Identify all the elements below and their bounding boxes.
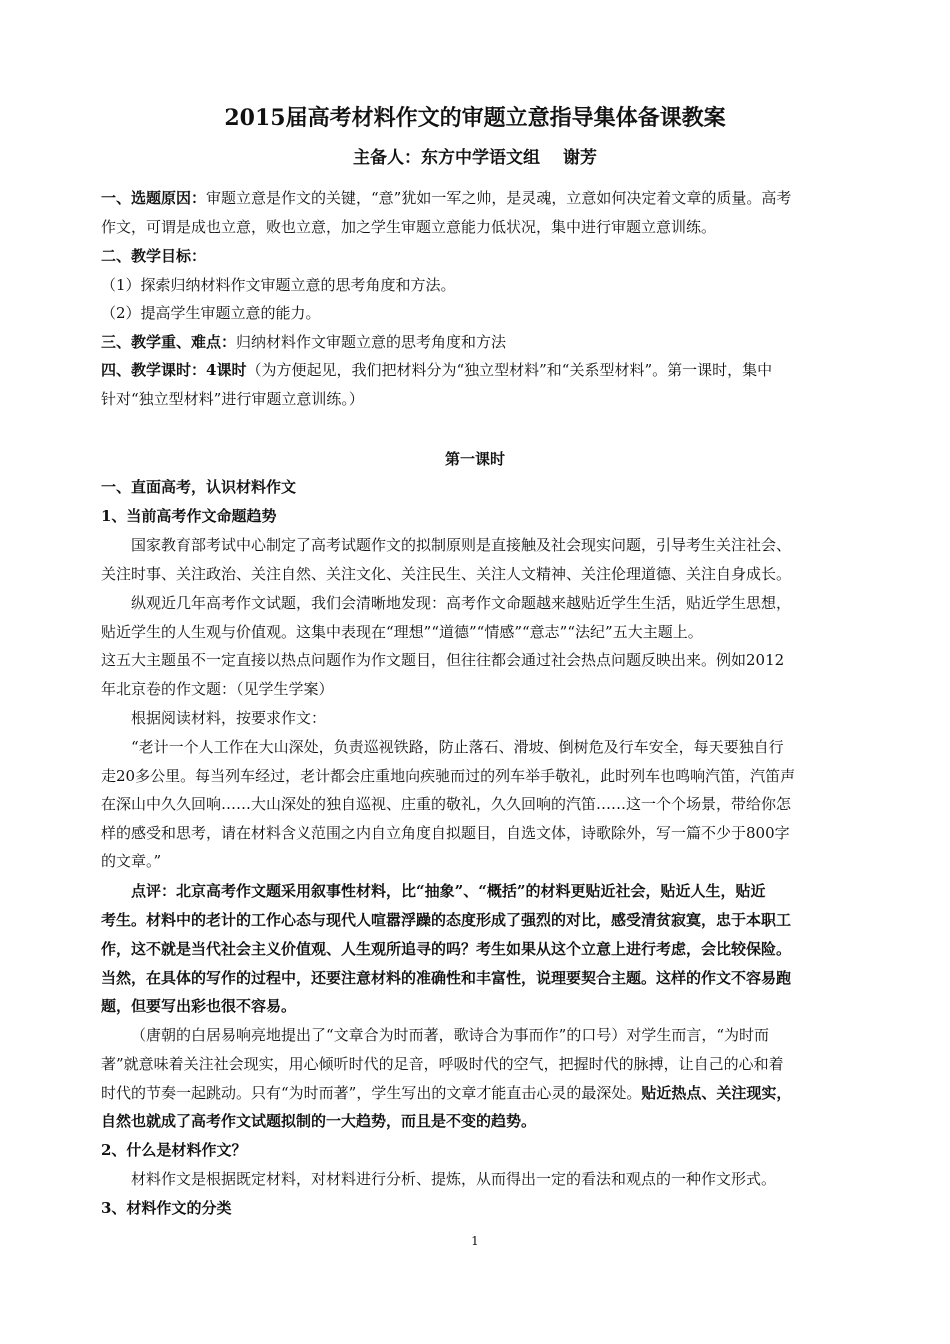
paragraph-3: 根据阅读材料，按要求作文： [131,709,327,727]
paragraph-2-line-3: 这五大主题虽不一定直接以热点问题作为作文题目，但往往都会通过社会热点问题反映出来。例如2012 [101,651,785,669]
subsection-2-heading: 2、什么是材料作文？ [101,1141,247,1159]
objective-item-1: （1）探索归纳材料作文审题立意的思考角度和方法。 [101,276,456,294]
comment-line-4: 当然，在具体的写作的过程中，还要注意材料的准确性和丰富性，说理要契合主题。这样的作文不容易跑 [101,969,792,987]
trend-line-2: 著”就意味着关注社会现实，用心倾听时代的足音，呼吸时代的空气，把握时代的脉搏，让自己的心和着 [101,1055,784,1073]
quote-line-4: 样的感受和思考，请在材料含义范围之内自立角度自拟题目，自选文体，诗歌除外，写一篇不少于800字 [101,824,790,842]
section-4-text: （为方便起见，我们把材料分为“独立型材料”和“关系型材料”。第一课时，集中 [246,361,773,379]
trend-line-3-bold: 贴近热点、关注现实， [641,1084,792,1102]
trend-line-3 [101,1082,859,1104]
subsection-1-heading: 1、当前高考作文命题趋势 [101,507,277,525]
page-number: 1 [471,1234,479,1248]
quote-line-5: 的文章。” [101,852,162,870]
part-1-heading: 一、直面高考，认识材料作文 [101,478,297,496]
paragraph-2-line-1: 纵观近几年高考作文试题，我们会清晰地发现：高考作文命题越来越贴近学生生活，贴近学生思想， [131,594,792,612]
section-4-line-2: 针对“独立型材料”进行审题立意训练。） [101,390,364,408]
paragraph-4: 材料作文是根据既定材料，对材料进行分析、提炼，从而得出一定的看法和观点的一种作文形式。 [131,1170,777,1188]
trend-line-3-text: 时代的节奏一起跳动。只有“为时而著”，学生写出的文章才能直击心灵的最深处。 [101,1084,642,1102]
comment-line-5: 题，但要写出彩也很不容易。 [101,997,297,1015]
paragraph-2-line-4: 年北京卷的作文题：（见学生学案） [101,680,334,698]
paragraph-1-line-2: 关注时事、关注政治、关注自然、关注文化、关注民生、关注人文精神、关注伦理道德、关注自身成长。 [101,565,792,583]
paragraph-2-line-2: 贴近学生的人生观与价值观。这集中表现在“理想”“道德”“情感”“意志”“法纪”五大主题上。 [101,623,703,641]
quote-line-2: 走20多公里。每当列车经过，老计都会庄重地向疾驰而过的列车举手敬礼，此时列车也鸣响汽笛，汽笛声 [101,767,796,785]
document-title: 2015届高考材料作文的审题立意指导集体备课教案 [224,105,726,131]
comment-line-3: 作，这不就是当代社会主义价值观、人生观所追寻的吗？考生如果从这个立意上进行考虑，会比较保险。 [101,940,792,958]
trend-line-1: （唐朝的白居易响亮地提出了“文章合为时而著，歌诗合为事而作”的口号）对学生而言，“为时而 [131,1026,770,1044]
comment-line-1: 点评：北京高考作文题采用叙事性材料，比“抽象”、“概括”的材料更贴近社会，贴近人生，贴近 [131,882,766,900]
subsection-3-heading: 3、材料作文的分类 [101,1199,232,1217]
section-1-label: 一、选题原因： [101,189,207,207]
trend-line-4: 自然也就成了高考作文试题拟制的一大趋势，而且是不变的趋势。 [101,1112,537,1130]
section-3-label: 三、教学重、难点： [101,333,237,351]
quote-line-3: 在深山中久久回响……大山深处的独自巡视、庄重的敬礼，久久回响的汽笛……这一个个场景，带给你怎 [101,795,792,813]
section-2-label: 二、教学目标： [101,247,207,265]
section-1-line-1 [101,187,859,209]
section-4-line-1 [101,359,859,381]
section-1-text: 审题立意是作文的关键，“意”犹如一军之帅，是灵魂，立意如何决定着文章的质量。高考 [206,189,792,207]
lesson-title: 第一课时 [444,450,505,468]
section-3-line [101,331,859,353]
objective-item-2: （2）提高学生审题立意的能力。 [101,304,321,322]
comment-line-2: 考生。材料中的老计的工作心态与现代人喧嚣浮躁的态度形成了强烈的对比，感受清贫寂寞，忠于本职工 [101,911,792,929]
author-line: 主备人：东方中学语文组 谢芳 [353,148,597,168]
section-1-line-2: 作文，可谓是成也立意，败也立意，加之学生审题立意能力低状况，集中进行审题立意训练。 [101,218,717,236]
section-3-text: 归纳材料作文审题立意的思考角度和方法 [236,333,507,351]
paragraph-1-line-1: 国家教育部考试中心制定了高考试题作文的拟制原则是直接触及社会现实问题，引导考生关注社会、 [131,536,792,554]
section-4-label: 四、教学课时：4课时 [101,361,247,379]
quote-line-1: “老计一个人工作在大山深处，负责巡视铁路，防止落石、滑坡、倒树危及行车安全，每天要独自行 [131,738,784,756]
